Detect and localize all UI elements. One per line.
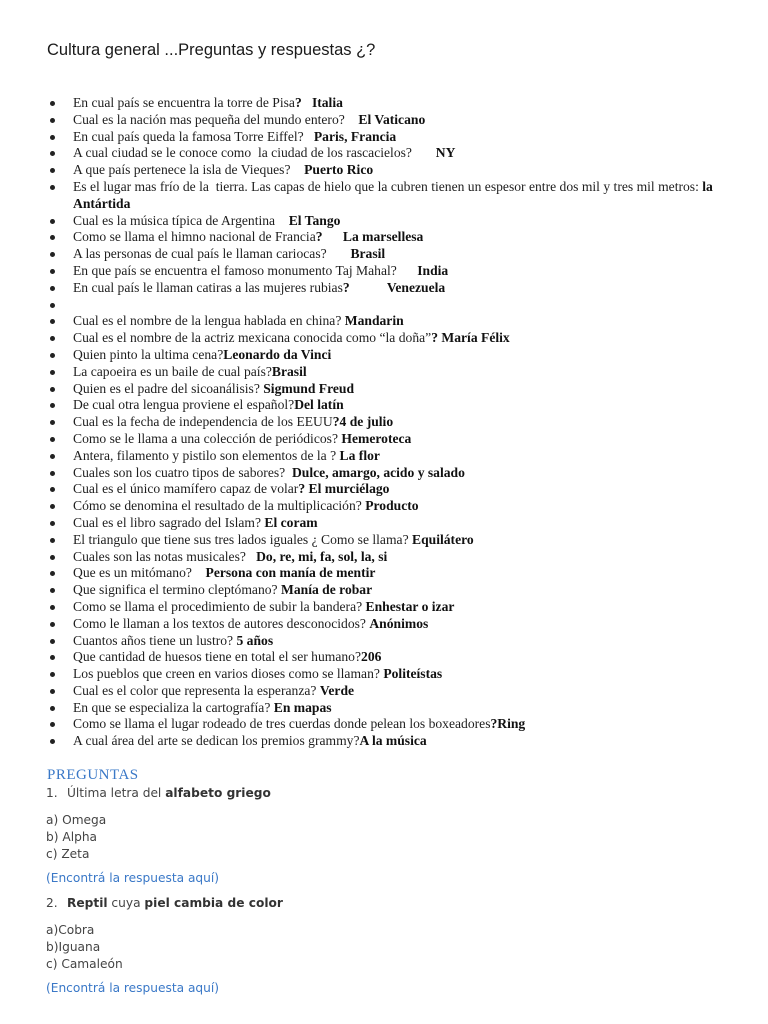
qa-item: [0, 145, 718, 162]
quiz-question-number: 1.: [46, 786, 58, 800]
qa-item: [0, 213, 718, 230]
qa-question: En que se especializa la cartografía?: [73, 699, 274, 715]
qa-item: [0, 700, 718, 717]
quiz-options-1: [46, 812, 106, 863]
qa-item: [0, 397, 718, 414]
qa-answer: Do, re, mi, fa, sol, la, si: [256, 548, 388, 564]
quiz-question-bold: piel cambia de color: [144, 896, 283, 910]
qa-item: [0, 733, 718, 750]
qa-question: De cual otra lengua proviene el español?: [73, 397, 295, 413]
qa-question: Es el lugar mas frío de la tierra. Las capas de hielo que la cubren tienen un espesor entre dos mil y tres mil metros:: [73, 178, 703, 194]
qa-item: [0, 229, 718, 246]
qa-item: [0, 381, 718, 398]
qa-question: Como se le llama a una colección de periódicos?: [73, 430, 342, 446]
qa-answer: 206: [361, 649, 382, 665]
qa-item: [0, 313, 718, 330]
quiz-option: c) Camaleón: [46, 957, 123, 971]
qa-item: [0, 280, 718, 297]
qa-item: [0, 599, 718, 616]
answer-link-1[interactable]: (Encontrá la respuesta aquí): [46, 871, 220, 885]
qa-answer: Producto: [365, 498, 419, 514]
qa-answer: Mandarin: [344, 313, 404, 329]
quiz-question-text: Última letra del: [67, 786, 166, 800]
qa-question: Como le llaman a los textos de autores desconocidos?: [73, 615, 370, 631]
qa-question: Cual es la fecha de independencia de los EEUU: [73, 414, 333, 430]
qa-item: [0, 162, 718, 179]
qa-answer: A la música: [359, 733, 427, 749]
qa-answer: ? El murciélago: [298, 481, 390, 497]
quiz-option: b)Iguana: [46, 940, 101, 954]
qa-item: [0, 649, 718, 666]
qa-item: [0, 263, 718, 280]
qa-question: A cual área del arte se dedican los premios grammy?: [73, 733, 360, 749]
qa-question: A las personas de cual país le llaman cariocas?: [73, 246, 351, 262]
qa-answer: 5 años: [236, 632, 274, 648]
qa-answer: Equilátero: [412, 531, 474, 547]
quiz-option: a)Cobra: [46, 923, 95, 937]
qa-item: [0, 582, 718, 599]
qa-question: Como se llama el himno nacional de Francia: [73, 229, 316, 245]
qa-question: En cual país le llaman catiras a las mujeres rubias: [73, 279, 343, 295]
qa-item: [0, 112, 718, 129]
qa-answer: Sigmund Freud: [263, 380, 355, 396]
qa-item: [0, 716, 718, 733]
qa-item: [0, 347, 718, 364]
qa-question: A cual ciudad se le conoce como la ciudad de los rascacielos?: [73, 145, 436, 161]
qa-question: En cual país queda la famosa Torre Eiffel?: [73, 128, 314, 144]
quiz-question-bold: alfabeto griego: [165, 786, 271, 800]
quiz-question-1: [46, 786, 271, 800]
qa-answer: El Vaticano: [358, 111, 426, 127]
qa-answer: NY: [435, 145, 456, 161]
qa-answer: Paris, Francia: [313, 128, 397, 144]
qa-question: Cuales son las notas musicales?: [73, 548, 257, 564]
qa-answer: La flor: [339, 447, 380, 463]
qa-question: Cual es el nombre de la lengua hablada en china?: [73, 313, 345, 329]
qa-item: [0, 95, 718, 112]
qa-answer: Del latín: [294, 397, 344, 413]
quiz-question-text: cuya: [107, 896, 145, 910]
qa-question: Los pueblos que creen en varios dioses como se llaman?: [73, 666, 384, 682]
qa-question: Como se llama el procedimiento de subir la bandera?: [73, 598, 366, 614]
qa-question: Antera, filamento y pistilo son elementos de la ?: [73, 447, 340, 463]
qa-list: [0, 95, 718, 750]
qa-answer: Manía de robar: [281, 582, 373, 598]
page-title: Cultura general ...Preguntas y respuestas ¿?: [47, 41, 376, 59]
qa-item: [0, 364, 718, 381]
qa-question: En cual país se encuentra la torre de Pisa: [73, 95, 295, 110]
qa-answer: ? La marsellesa: [315, 229, 424, 245]
qa-question: Que significa el termino cleptómano?: [73, 582, 281, 598]
qa-question: El triangulo que tiene sus tres lados iguales ¿ Como se llama?: [73, 531, 413, 547]
qa-question: Que es un mitómano?: [73, 565, 206, 581]
qa-answer: Enhestar o izar: [365, 598, 455, 614]
qa-question: Cual es el libro sagrado del Islam?: [73, 514, 265, 530]
qa-item: [0, 481, 718, 498]
qa-item: [0, 179, 718, 213]
qa-question: Cual es la música típica de Argentina: [73, 212, 289, 228]
qa-answer: Dulce, amargo, acido y salado: [291, 464, 465, 480]
qa-item: [0, 414, 718, 431]
section-heading: PREGUNTAS: [47, 767, 139, 783]
qa-item: [0, 330, 718, 347]
qa-answer: Brasil: [350, 246, 386, 262]
qa-item: [0, 666, 718, 683]
qa-answer: Hemeroteca: [341, 430, 412, 446]
answer-link-2[interactable]: (Encontrá la respuesta aquí): [46, 981, 220, 995]
qa-answer: Anónimos: [369, 615, 429, 631]
qa-answer: Brasil: [271, 363, 307, 379]
quiz-option: a) Omega: [46, 813, 107, 827]
qa-item: [0, 498, 718, 515]
quiz-question-bold: Reptil: [67, 896, 108, 910]
qa-answer: Leonardo da Vinci: [223, 346, 332, 362]
qa-question: Cual es la nación mas pequeña del mundo entero?: [73, 111, 359, 127]
qa-answer: El Tango: [288, 212, 341, 228]
qa-answer: ? Venezuela: [342, 279, 446, 295]
qa-question: Cuantos años tiene un lustro?: [73, 632, 237, 648]
qa-answer: India: [417, 262, 449, 278]
qa-item: [0, 565, 718, 582]
qa-item: [0, 683, 718, 700]
qa-answer: El coram: [264, 514, 318, 530]
qa-question: En que país se encuentra el famoso monumento Taj Mahal?: [73, 262, 418, 278]
quiz-question-2: [46, 896, 283, 910]
qa-item: [0, 297, 718, 314]
qa-answer: Persona con manía de mentir: [205, 565, 376, 581]
qa-answer: Puerto Rico: [304, 162, 374, 178]
qa-question: Cual es el único mamífero capaz de volar: [73, 481, 299, 497]
qa-answer: Verde: [319, 682, 355, 698]
qa-question: A que país pertenece la isla de Vieques?: [73, 162, 305, 178]
qa-question: Que cantidad de huesos tiene en total el ser humano?: [73, 649, 362, 665]
qa-question: Cómo se denomina el resultado de la multiplicación?: [73, 498, 366, 514]
qa-item: [0, 633, 718, 650]
qa-question: Como se llama el lugar rodeado de tres cuerdas donde pelean los boxeadores: [73, 716, 491, 732]
qa-answer: En mapas: [273, 699, 332, 715]
qa-answer: ? María Félix: [431, 330, 510, 346]
qa-question: Quien es el padre del sicoanálisis?: [73, 380, 264, 396]
qa-question: Cual es el color que representa la esperanza?: [73, 682, 320, 698]
qa-item: [0, 448, 718, 465]
qa-item: [0, 515, 718, 532]
qa-answer: ?Ring: [490, 716, 526, 732]
quiz-options-2: [46, 922, 123, 973]
qa-item: [0, 465, 718, 482]
qa-answer: ?4 de julio: [332, 414, 394, 430]
qa-answer: Politeístas: [383, 666, 443, 682]
qa-item: [0, 549, 718, 566]
qa-question: Cual es el nombre de la actriz mexicana conocida como “la doña”: [73, 330, 432, 346]
qa-item: [0, 246, 718, 263]
qa-question: Cuales son los cuatro tipos de sabores?: [73, 464, 292, 480]
qa-question: La capoeira es un baile de cual país?: [73, 363, 272, 379]
quiz-option: b) Alpha: [46, 830, 98, 844]
qa-item: [0, 431, 718, 448]
qa-answer: la Antártida: [73, 178, 716, 211]
quiz-question-number: 2.: [46, 896, 58, 910]
quiz-option: c) Zeta: [46, 847, 90, 861]
qa-answer: ? Italia: [294, 95, 343, 110]
qa-item: [0, 532, 718, 549]
qa-item: [0, 616, 718, 633]
qa-item: [0, 129, 718, 146]
qa-question: Quien pinto la ultima cena?: [73, 346, 224, 362]
